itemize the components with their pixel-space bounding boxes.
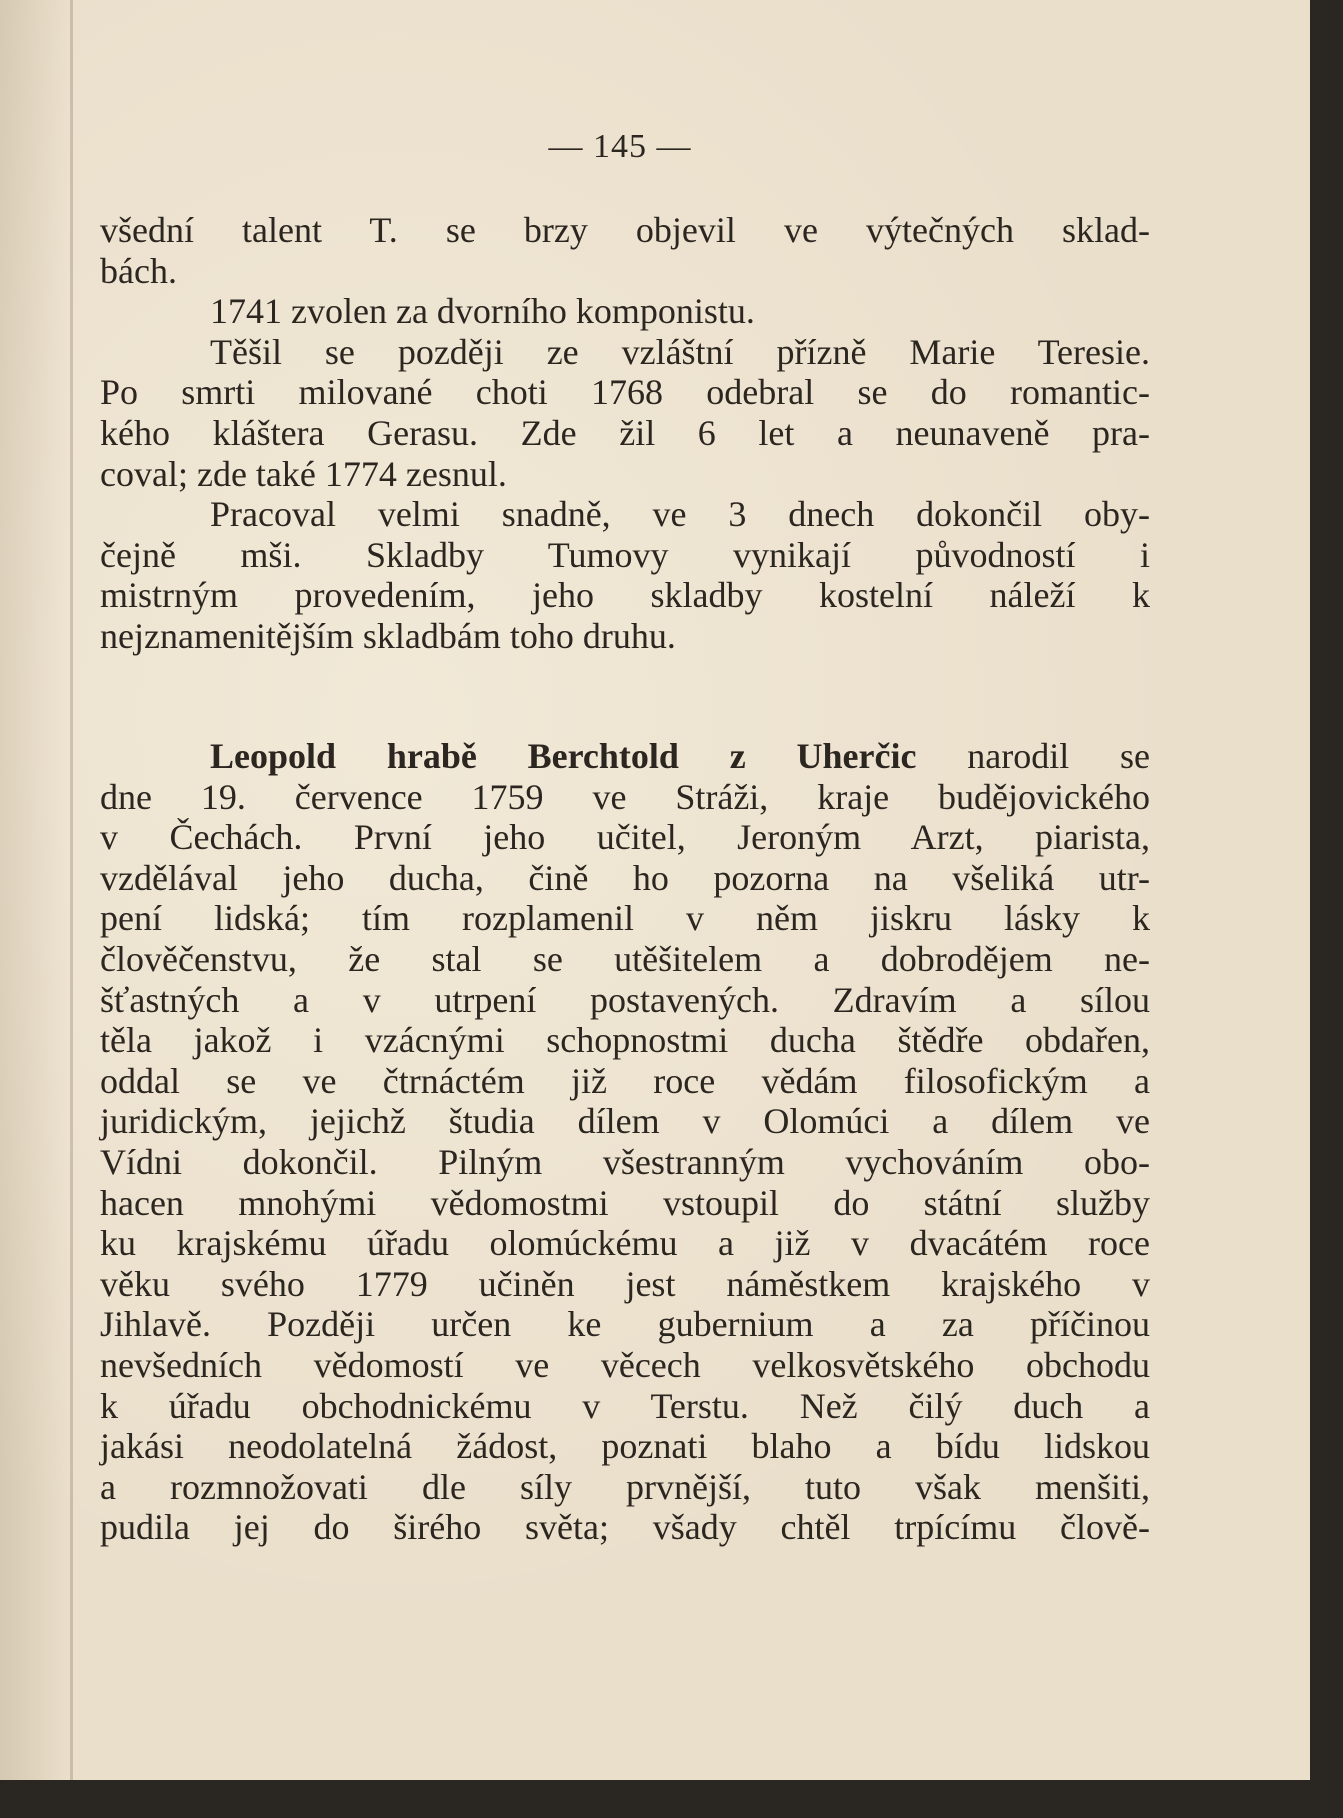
text-line: juridickým, jejichž študia dílem v Olomúci a dílem ve <box>100 1101 1150 1142</box>
text-line: Vídni dokončil. Pilným všestranným vychováním obo- <box>100 1141 1150 1182</box>
paragraph-1 <box>100 210 1150 657</box>
text-line: coval; zde také 1774 zesnul. <box>100 453 507 494</box>
text-line: vzdělával jeho ducha, čině ho pozorna na všeliká utr- <box>100 857 1150 898</box>
text-line: a rozmnožovati dle síly prvnější, tuto však menšiti, <box>100 1466 1150 1507</box>
text-line: člověčenstvu, že stal se utěšitelem a dobrodějem ne- <box>100 938 1150 979</box>
page-number: — 145 — <box>548 128 692 165</box>
heading-continuation: narodil se <box>916 736 1150 776</box>
text-line: Jihlavě. Později určen ke gubernium a za příčinou <box>100 1304 1150 1345</box>
text-line: všední talent T. se brzy objevil ve výtečných sklad- <box>100 210 1150 250</box>
heading-line <box>100 736 1150 777</box>
text-line: kého kláštera Gerasu. Zde žil 6 let a neunaveně pra- <box>100 412 1150 453</box>
text-line: čejně mši. Skladby Tumovy vynikají původností i <box>100 534 1150 575</box>
scan-right-edge <box>1310 0 1320 1790</box>
text-line: těla jakož i vzácnými schopnostmi ducha štědře obdařen, <box>100 1020 1150 1061</box>
text-line: oddal se ve čtrnáctém již roce vědám filosofickým a <box>100 1060 1150 1101</box>
text-line: nevšedních vědomostí ve věcech velkosvětského obchodu <box>100 1344 1150 1385</box>
text-line: šťastných a v utrpení postavených. Zdravím a sílou <box>100 979 1150 1020</box>
section-heading: Leopold hrabě Berchtold z Uherčic <box>210 736 917 776</box>
text-line: jakási neodolatelná žádost, poznati blaho a bídu lidskou <box>100 1426 1150 1467</box>
text-line: mistrným provedením, jeho skladby kostelní náleží k <box>100 575 1150 616</box>
text-line: Těšil se později ze vzláštní přízně Marie Teresie. <box>210 331 1150 372</box>
text-line: věku svého 1779 učiněn jest náměstkem krajského v <box>100 1263 1150 1304</box>
text-line: ku krajskému úřadu olomúckému a již v dvacátém roce <box>100 1223 1150 1264</box>
text-line: dne 19. července 1759 ve Stráži, kraje budějovického <box>100 776 1150 817</box>
scan-bottom-edge <box>0 1780 1320 1790</box>
paragraph-2 <box>100 736 1150 1548</box>
page-gutter-shadow <box>70 0 73 1790</box>
text-line: bách. <box>100 250 177 291</box>
text-line: pudila jej do širého světa; všady chtěl trpícímu člově- <box>100 1507 1150 1548</box>
text-line: k úřadu obchodnickému v Terstu. Než čilý duch a <box>100 1385 1150 1426</box>
text-line: nejznamenitějším skladbám toho druhu. <box>100 615 676 656</box>
text-line: pení lidská; tím rozplamenil v něm jiskru lásky k <box>100 898 1150 939</box>
text-line: Pracoval velmi snadně, ve 3 dnech dokončil oby- <box>210 494 1150 535</box>
text-line: Po smrti milované choti 1768 odebral se do romantic- <box>100 372 1150 413</box>
text-line: hacen mnohými vědomostmi vstoupil do státní služby <box>100 1182 1150 1223</box>
text-line: v Čechách. První jeho učitel, Jeroným Arzt, piarista, <box>100 817 1150 858</box>
text-line: 1741 zvolen za dvorního komponistu. <box>210 291 755 332</box>
